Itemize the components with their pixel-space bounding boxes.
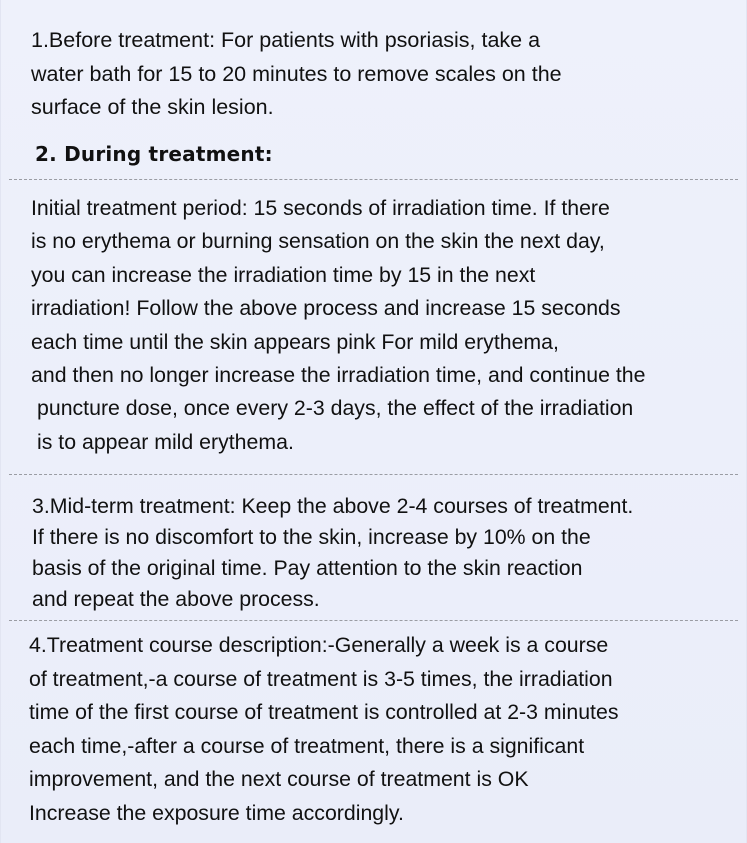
step1-line: water bath for 15 to 20 minutes to remove scales on the [31,61,562,86]
step2-line: you can increase the irradiation time by 15 in the next [31,262,536,287]
step2-heading: 2. During treatment: [35,142,273,166]
step4-paragraph [29,629,618,831]
step2-line: is no erythema or burning sensation on the skin the next day, [31,229,605,254]
section-divider [9,474,738,475]
step2-line: is to appear mild erythema. [37,429,294,454]
section-divider [9,179,738,180]
step3-paragraph [32,491,633,615]
step2-line: Initial treatment period: 15 seconds of irradiation time. If there [31,196,610,220]
step1-paragraph [31,24,562,125]
step4-line: each time,-after a course of treatment, there is a significant [29,733,585,758]
step3-line: and repeat the above process. [32,587,320,611]
step1-line: surface of the skin lesion. [31,95,274,119]
step4-line: 4.Treatment course description:-Generally a week is a course [29,633,609,657]
section-divider [9,620,738,621]
step4-line: improvement, and the next course of treatment is OK [29,767,529,792]
step3-line: basis of the original time. Pay attention to the skin reaction [32,556,583,580]
step4-line: of treatment,-a course of treatment is 3-5 times, the irradiation [29,666,613,691]
step4-line: Increase the exposure time accordingly. [29,800,404,825]
step3-line: If there is no discomfort to the skin, increase by 10% on the [32,525,591,549]
step2-line: and then no longer increase the irradiation time, and continue the [31,363,646,388]
step2-paragraph [31,192,645,459]
step1-line: 1.Before treatment: For patients with psoriasis, take a [31,28,541,52]
step2-line: irradiation! Follow the above process and increase 15 seconds [31,296,621,321]
step3-line: 3.Mid-term treatment: Keep the above 2-4 courses of treatment. [32,494,634,518]
step2-line: puncture dose, once every 2-3 days, the effect of the irradiation [37,396,634,421]
step4-line: time of the first course of treatment is controlled at 2-3 minutes [29,700,619,725]
step2-line: each time until the skin appears pink For mild erythema, [31,329,559,354]
